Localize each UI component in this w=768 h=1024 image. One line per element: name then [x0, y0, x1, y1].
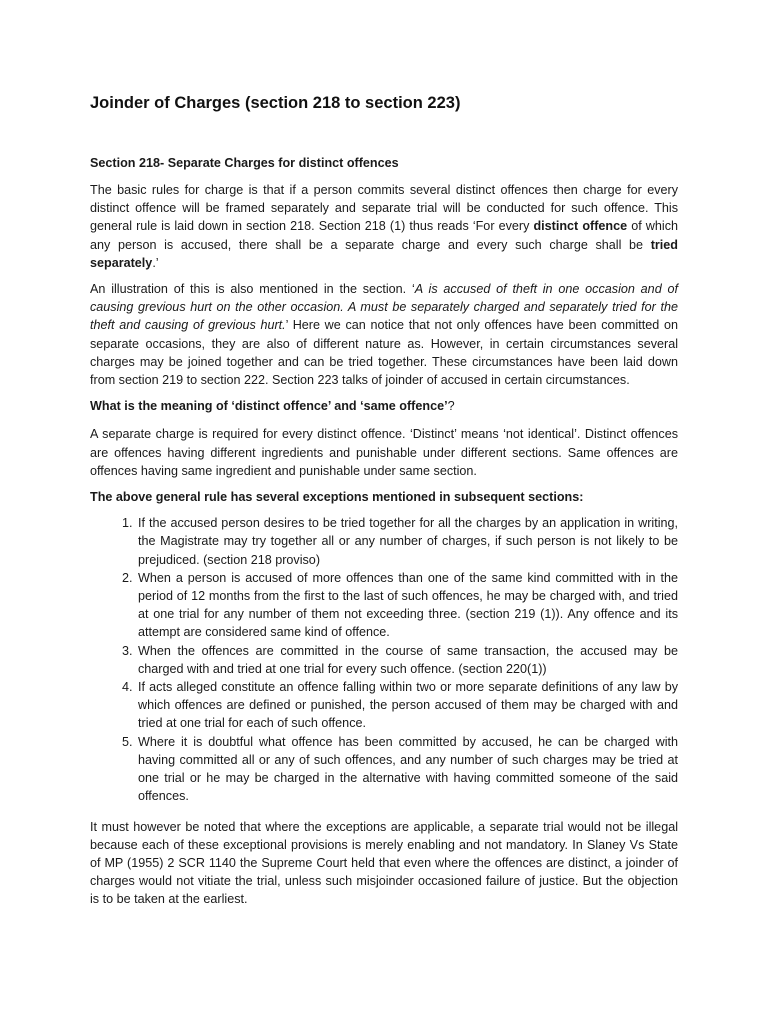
list-item: 4. If acts alleged constitute an offence falling within two or more separate definitions of any law by which offences are defined or punished, the person accused of them may be charged with and tried at one trial for each of such offence.: [136, 678, 678, 733]
list-item: 5. Where it is doubtful what offence has been committed by accused, he can be charged with having committed all or any of such offences, and any number of such charges may be tried at one trial or he may be charged in the alternative with having committed someone of the said offences.: [136, 733, 678, 806]
question-heading: [90, 397, 678, 415]
list-item: 1. If the accused person desires to be tried together for all the charges by an application in writing, the Magistrate may try together all or any number of charges, if such person is not likely to be prejudiced. (section 218 proviso): [136, 514, 678, 569]
list-item: 2. When a person is accused of more offences than one of the same kind committed with in the period of 12 months from the first to the last of such offences, he may be charged with, and tried at one trial for any number of them not exceeding three. (section 219 (1)). Any offence and its attempt are considered same kind of offence.: [136, 569, 678, 642]
exceptions-lead: The above general rule has several exceptions mentioned in subsequent sections:: [90, 490, 584, 505]
para1-end: .’: [152, 255, 159, 270]
para1-bold-tried: tried separately: [90, 237, 678, 270]
para1-text: The basic rules for charge is that if a person commits several distinct offences then charge for every distinct offence will be framed separately and separate trial will be conducted for such offence. This general rule is laid down in section 218. Section 218 (1) thus reads ‘For every: [90, 183, 678, 234]
para2-rest: ’ Here we can notice that not only offences have been committed on separate occasions, they are also of different nature as. However, in certain circumstances several charges may be joined together and can be tried together. These circumstances have been laid down from section 219 to section 222. Section 223 talks of joinder of accused in certain circumstances.: [90, 318, 678, 388]
para2-start: An illustration of this is also mentioned in the section. ‘: [90, 282, 415, 297]
para2-illustration-italic: A is accused of theft in one occasion and of causing grevious hurt on the other occasion. A must be separately charged and separately tried for the theft and causing of grevious hurt.: [90, 282, 679, 333]
section-heading: Section 218- Separate Charges for distinct offences: [90, 156, 399, 170]
paragraph-illustration: [90, 280, 678, 389]
page-title: Joinder of Charges (section 218 to section 223): [90, 94, 461, 112]
list-item: 3. When the offences are committed in the course of same transaction, the accused may be charged with and tried at one trial for every such offence. (section 220(1)): [136, 642, 678, 678]
exceptions-list: [90, 514, 678, 805]
document-body: [90, 92, 678, 917]
question-text: What is the meaning of ‘distinct offence’ and ‘same offence’: [90, 399, 448, 414]
para1-text2: of which any person is accused, there shall be a separate charge and every such charge shall be: [90, 219, 678, 252]
paragraph-conclusion: It must however be noted that where the exceptions are applicable, a separate trial would not be illegal because each of these exceptional provisions is merely enabling and not mandatory. In Slaney Vs State of MP (1955) 2 SCR 1140 the Supreme Court held that even where the offences are distinct, a joinder of charges would not vitiate the trial, unless such misjoinder occasioned failure of justice. But the objection is to be taken at the earliest.: [90, 819, 678, 907]
paragraph-definition: A separate charge is required for every distinct offence. ‘Distinct’ means ‘not identical’. Distinct offences are offences having different ingredients and punishable under different sections. Same offences are offences having same ingredient and punishable under same section.: [90, 427, 678, 478]
paragraph-basic-rule: [90, 181, 678, 272]
question-mark: ?: [447, 399, 455, 414]
para1-bold-distinct: distinct offence: [533, 219, 628, 234]
